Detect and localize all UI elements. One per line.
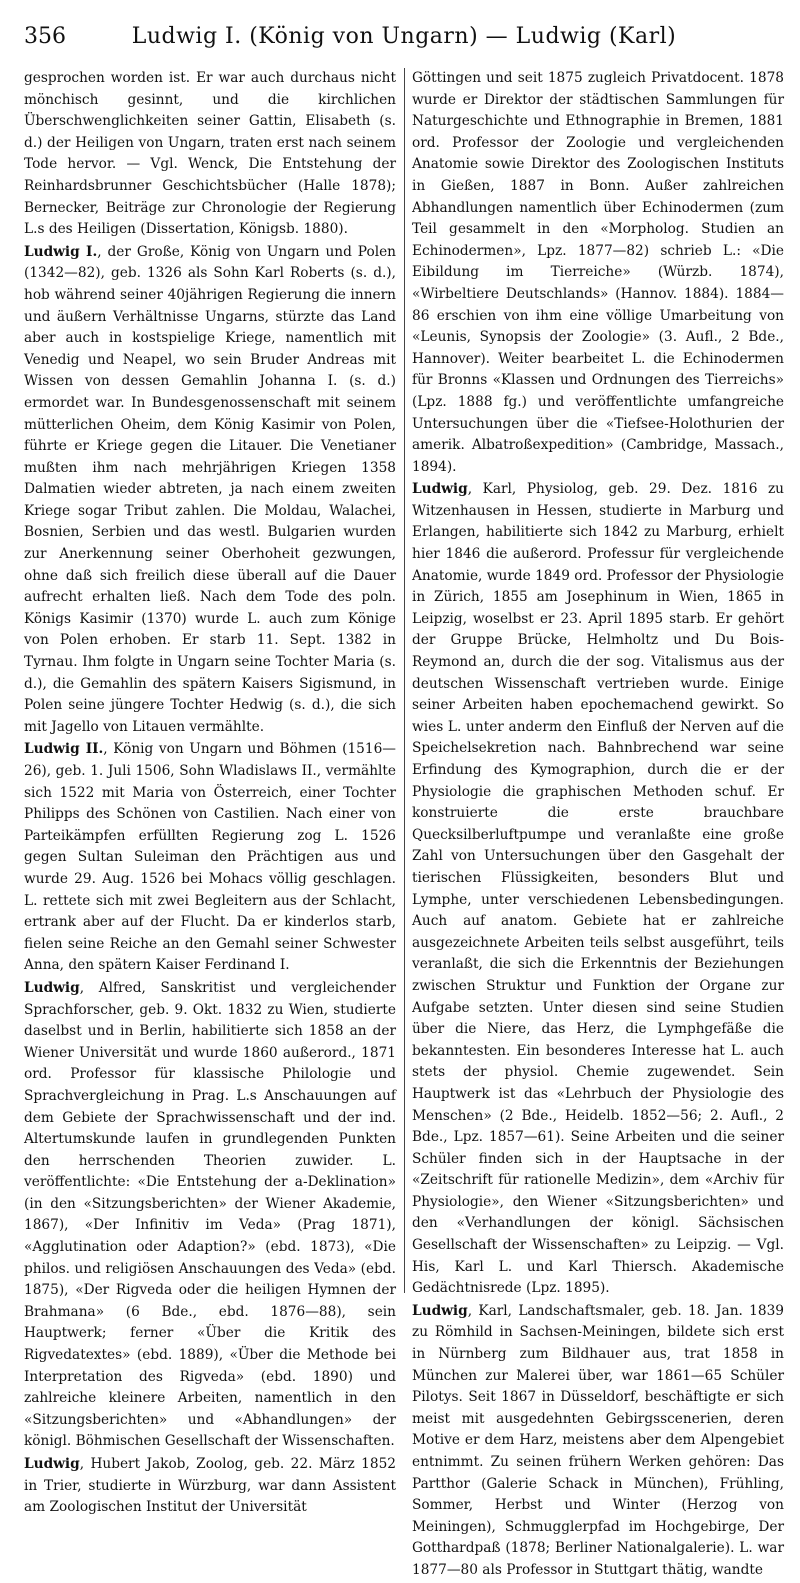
entry-text: , Alfred, Sanskritist und vergleichender Sprachforscher, geb. 9. Okt. 1832 zu Wien, studierte daselbst und in Berlin, habilitierte sich 1858 an der Wiener Universität und wurde 1860 außerord., 1871 ord. Professor für klassische Philologie und Sprachvergleichung in Prag. L.s Anschauungen auf dem Gebiete der Sprachwissenschaft und der ind. Altertumskunde laufen in grundlegenden Punkten den herrschenden Theorien zuwider. L. veröffentlichte: «Die Entstehung der a-Deklination» (in den «Sitzungsberichten» der Wiener Akademie, 1867), «Der Infinitiv im Veda» (Prag 1871), «Agglutination oder Adaption?» (ebd. 1873), «Die philos. und religiösen Anschauungen des Veda» (ebd. 1875), «Der Rigveda oder die heiligen Hymnen der Brahmana» (6 Bde., ebd. 1876—88), sein Hauptwerk; ferner «Über die Kritik des Rigvedatextes» (ebd. 1889), «Über die Methode bei Interpretation des Rigveda» (ebd. 1890) und zahlreiche kleinere Arbeiten, namentlich in den «Sitzungsberichten» und «Abhandlungen» der königl. Böhmischen Gesellschaft der Wissenschaften. [24, 979, 396, 1450]
entry-headword: Ludwig II. [24, 741, 104, 758]
running-title: Ludwig I. (König von Ungarn) — Ludwig (Karl) [131, 24, 677, 49]
article-entry [412, 479, 784, 1300]
entry-headword: Ludwig [412, 481, 468, 498]
entry-text: , Karl, Landschaftsmaler, geb. 18. Jan. 1839 zu Römhild in Sachsen-Meiningen, bildete sich erst in Nürnberg zum Bildhauer aus, trat 1858 in München zur Malerei über, war 1861—65 Schüler Pilotys. Seit 1867 in Düsseldorf, beschäftigte er sich meist mit ausgedehnten Gebirgsscenerien, deren Motive er dem Harz, meistens aber dem Alpengebiet entnimmt. Zu seinen frühern Werken gehören: Das Partthor (Galerie Schack in München), Frühling, Sommer, Herbst und Winter (Herzog von Meiningen), Schmugglerpfad im Hochgebirge, Der Gotthardpaß (1878; Berliner Nationalgalerie). L. war 1877—80 als Professor in Stuttgart thätig, wandte [412, 1302, 784, 1578]
column-divider [404, 68, 405, 1293]
entry-headword: Ludwig [24, 1456, 80, 1472]
entry-text: , König von Ungarn und Böhmen (1516—26), geb. 1. Juli 1506, Sohn Wladislaws II., vermählte sich 1522 mit Maria von Österreich, einer Tochter Philipps des Schönen von Castilien. Nach einer von Parteikämpfen erfüllten Regierung zog L. 1526 gegen Sultan Suleiman den Prächtigen aus und wurde 29. Aug. 1526 bei Mohacs völlig geschlagen. L. rettete sich mit zwei Begleitern aus der Schlacht, ertrank aber auf der Flucht. Da er kinderlos starb, fielen seine Reiche an den Gemahl seiner Schwester Anna, den spätern Kaiser Ferdinand I. [24, 741, 396, 974]
article-entry [24, 739, 396, 977]
right-column [412, 68, 784, 1583]
page-number: 356 [24, 24, 66, 49]
page-header [24, 18, 784, 62]
entry-text: Göttingen und seit 1875 zugleich Privatdocent. 1878 wurde er Direktor der städtischen Sammlungen für Naturgeschichte und Ethnographie in Bremen, 1881 ord. Professor der Zoologie und vergleichenden Anatomie sowie Direktor des Zoologischen Instituts in Gießen, 1887 in Bonn. Außer zahlreichen Abhandlungen namentlich über Echinodermen (zum Teil gesammelt in den «Morpholog. Studien an Echinodermen», Lpz. 1877—82) schrieb L.: «Die Eibildung im Tierreiche» (Würzb. 1874), «Wirbeltiere Deutschlands» (Hannov. 1884). 1884—86 erschien von ihm eine völlige Umarbeitung von «Leunis, Synopsis der Zoologie» (3. Aufl., 2 Bde., Hannover). Weiter bearbeitet L. die Echinodermen für Bronns «Klassen und Ordnungen des Tierreichs» (Lpz. 1888 fg.) und veröffentlichte umfangreiche Untersuchungen über die «Tiefsee-Holothurien der amerik. Albatroßexpedition» (Cambridge, Massach., 1894). [412, 70, 784, 475]
left-column [24, 68, 396, 1520]
entry-text: , Hubert Jakob, Zoolog, geb. 22. März 1852 in Trier, studierte in Würzburg, war dann Assistent am Zoologischen Institut der Universität [24, 1456, 396, 1516]
article-entry [24, 242, 396, 739]
encyclopedia-page [24, 18, 784, 1578]
entry-text: , der Große, König von Ungarn und Polen (1342—82), geb. 1326 als Sohn Karl Roberts (s. d.), hob während seiner 40jährigen Regierung die innern und äußern Verhältnisse Ungarns, stürzte das Land aber auch in kostspielige Kriege, namentlich mit Venedig und Neapel, wo sein Bruder Andreas mit Wissen von dessen Gemahlin Johanna I. (s. d.) ermordet war. In Bundesgenossenschaft mit seinem mütterlichen Oheim, dem König Kasimir von Polen, führte er Kriege gegen die Litauer. Die Venetianer mußten ihm nach mehrjährigen Kriegen 1358 Dalmatien wieder abtreten, ja nach einem zweiten Kriege sogar Tribut zahlen. Die Moldau, Walachei, Bosnien, Serbien und das westl. Bulgarien wurden zur Anerkennung seiner Oberhoheit gezwungen, ohne daß sich freilich diese überall auf die Dauer aufrecht erhalten ließ. Nach dem Tode des poln. Königs Kasimir (1370) wurde L. auch zum Könige von Polen erhoben. Er starb 11. Sept. 1382 in Tyrnau. Ihm folgte in Ungarn seine Tochter Maria (s. d.), die Gemahlin des spätern Kaisers Sigismund, in Polen seine jüngere Tochter Hedwig (s. d.), die sich mit Jagello von Litauen vermählte. [24, 243, 396, 735]
article-entry [412, 1301, 784, 1582]
entry-headword: Ludwig I. [24, 243, 98, 260]
article-entry [24, 68, 396, 241]
article-entry [24, 1454, 396, 1519]
article-entry [24, 978, 396, 1453]
entry-text: , Karl, Physiolog, geb. 29. Dez. 1816 zu Witzenhausen in Hessen, studierte in Marburg und Erlangen, habilitierte sich 1842 zu Marburg, erhielt hier 1846 die außerord. Professur für vergleichende Anatomie, wurde 1849 ord. Professor der Physiologie in Zürich, 1855 am Josephinum in Wien, 1865 in Leipzig, woselbst er 23. April 1895 starb. Er gehört der Gruppe Brücke, Helmholtz und Du Bois-Reymond an, durch die der sog. Vitalismus aus der deutschen Wissenschaft vertrieben wurde. Einige seiner Arbeiten haben epochemachend gewirkt. So wies L. unter anderm den Einfluß der Nerven auf die Speichelsekretion nach. Bahnbrechend war seine Erfindung des Kymographion, durch die er der Physiologie die graphischen Methoden schuf. Er konstruierte die erste brauchbare Quecksilberluftpumpe und veranlaßte eine große Zahl von Untersuchungen über den Gasgehalt der tierischen Flüssigkeiten, besonders Blut und Lymphe, unter verschiedenen Lebensbedingungen. Auch auf anatom. Gebiete hat er zahlreiche ausgezeichnete Arbeiten teils selbst ausgeführt, teils veranlaßt, die sich die Erkenntnis der Beziehungen zwischen Struktur und Funktion der Organe zur Aufgabe setzten. Unter diesen sind seine Studien über die Niere, das Herz, die Lymphgefäße die bekanntesten. Ein besonderes Interesse hat L. auch stets der physiol. Chemie zugewendet. Sein Hauptwerk ist das «Lehrbuch der Physiologie des Menschen» (2 Bde., Heidelb. 1852—56; 2. Aufl., 2 Bde., Lpz. 1857—61). Seine Arbeiten und die seiner Schüler finden sich in der Hauptsache in der «Zeitschrift für rationelle Medizin», dem «Archiv für Physiologie», den Wiener «Sitzungsberichten» und den «Verhandlungen der königl. Sächsischen Gesellschaft der Wissenschaften» zu Leipzig. — Vgl. His, Karl L. und Karl Thiersch. Akademische Gedächtnisrede (Lpz. 1895). [412, 481, 784, 1297]
entry-headword: Ludwig [412, 1302, 468, 1319]
entry-text: gesprochen worden ist. Er war auch durchaus nicht mönchisch gesinnt, und die kirchlichen Überschwenglichkeiten seiner Gattin, Elisabeth (s. d.) der Heiligen von Ungarn, traten erst nach seinem Tode hervor. — Vgl. Wenck, Die Entstehung der Reinhardsbrunner Geschichtsbücher (Halle 1878); Bernecker, Beiträge zur Chronologie der Regierung L.s des Heiligen (Dissertation, Königsb. 1880). [24, 70, 396, 238]
entry-headword: Ludwig [24, 979, 80, 996]
article-entry [412, 68, 784, 478]
